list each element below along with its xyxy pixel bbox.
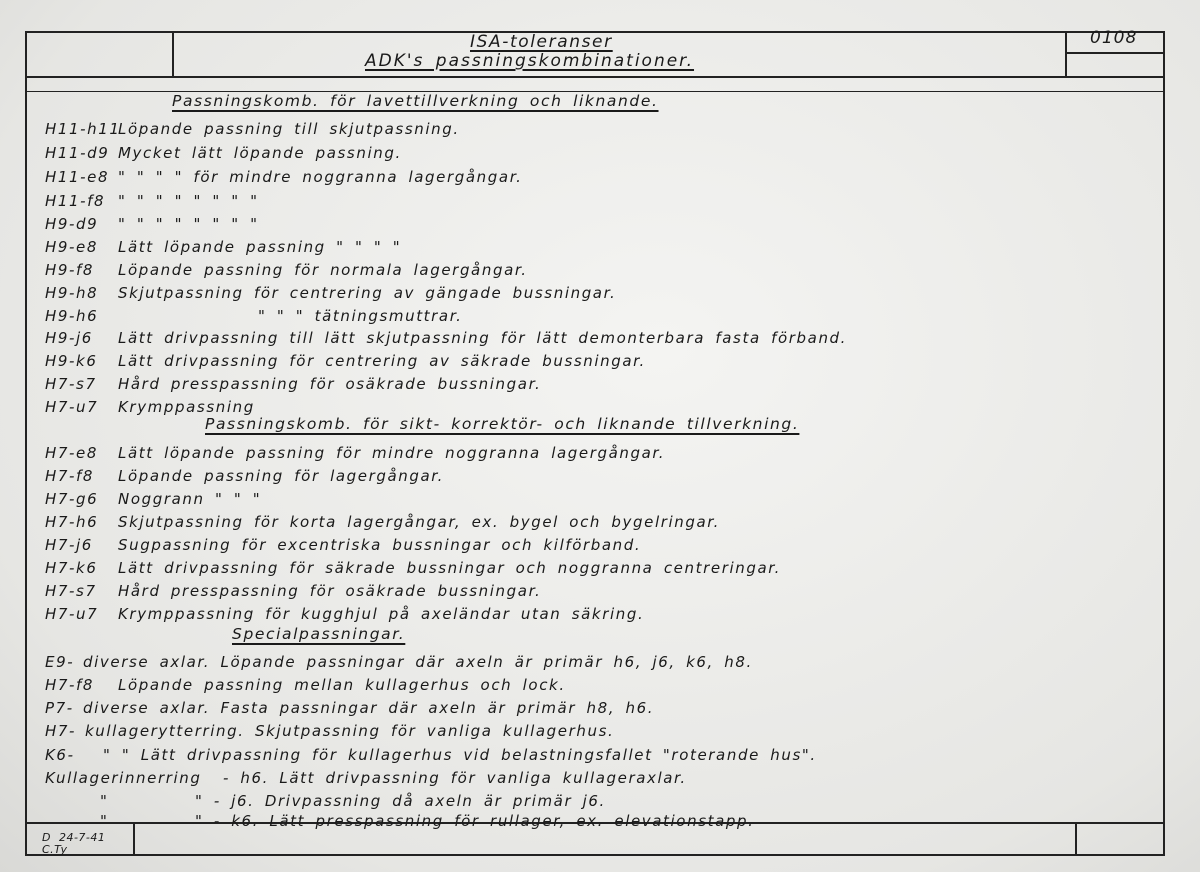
table-row — [45, 511, 721, 533]
fit-description: " " " " " " " " — [118, 192, 259, 210]
section-heading-lavett: Passningskomb. för lavettillverkning och liknande. — [172, 92, 659, 110]
fit-description: Löpande passning mellan kullagerhus och lock. — [118, 676, 566, 694]
fit-code: H7-k6 — [45, 559, 98, 577]
table-row — [45, 373, 542, 395]
table-row — [45, 190, 259, 212]
fit-description: Lätt drivpassning till lätt skjutpassning för lätt demonterbara fasta förband. — [118, 329, 848, 347]
signature: C.Ty — [42, 843, 68, 856]
table-row — [45, 557, 782, 579]
fit-description: Lätt löpande passning " " " " — [118, 238, 402, 256]
fit-description: " " " tätningsmuttrar. — [258, 307, 463, 325]
table-row — [45, 790, 606, 812]
fit-description: diverse axlar. Löpande passningar där axeln är primär h6, j6, k6, h8. — [83, 653, 753, 671]
fit-description: " " Lätt drivpassning för kullagerhus vid belastningsfallet "roterande hus". — [103, 746, 817, 764]
fit-code: H7- — [45, 722, 77, 740]
docnum-box-line — [1065, 52, 1165, 54]
fit-description: Sugpassning för excentriska bussningar och kilförband. — [118, 536, 642, 554]
fit-description: Löpande passning för normala lagergångar. — [118, 261, 528, 279]
fit-description: Löpande passning till skjutpassning. — [118, 120, 460, 138]
footer-left-divider — [133, 822, 135, 856]
fit-code: H7-j6 — [45, 536, 93, 554]
fit-code: H9-j6 — [45, 329, 93, 347]
fit-code: H7-s7 — [45, 375, 97, 393]
fit-code: H9-d9 — [45, 215, 99, 233]
fit-description: Mycket lätt löpande passning. — [118, 144, 402, 162]
table-row — [45, 810, 755, 832]
fit-code: H7-u7 — [45, 398, 99, 416]
fit-code: H7-h6 — [45, 513, 99, 531]
table-row — [45, 118, 460, 140]
fit-description: Lätt drivpassning för säkrade bussningar och noggranna centreringar. — [118, 559, 782, 577]
table-row — [45, 282, 617, 304]
fit-description: diverse axlar. Fasta passningar där axeln är primär h8, h6. — [83, 699, 655, 717]
fit-description: Krymppassning — [118, 398, 255, 416]
fit-code: H9-h8 — [45, 284, 99, 302]
fit-code: H7-f8 — [45, 676, 95, 694]
table-row — [45, 534, 642, 556]
fit-description: - h6. Lätt drivpassning för vanliga kullageraxlar. — [223, 769, 687, 787]
fit-code: " — [100, 792, 109, 810]
table-row — [45, 442, 666, 464]
fit-description: Löpande passning för lagergångar. — [118, 467, 445, 485]
fit-description: Krymppassning för kugghjul på axeländar utan säkring. — [118, 605, 645, 623]
fit-description: " - k6. Lätt presspassning för rullager, ex. elevationstapp. — [195, 812, 755, 830]
fit-description: kullagerytterring. Skjutpassning för vanliga kullagerhus. — [85, 722, 615, 740]
table-row — [45, 305, 463, 327]
fit-description: " - j6. Drivpassning då axeln är primär j6. — [195, 792, 606, 810]
fit-code: H11-f8 — [45, 192, 106, 210]
fit-description: Skjutpassning för centrering av gängade bussningar. — [118, 284, 617, 302]
table-row — [45, 580, 542, 602]
fit-description: Lätt löpande passning för mindre noggranna lagergångar. — [118, 444, 666, 462]
table-row — [45, 488, 262, 510]
date-text: D 24-7-41 — [42, 831, 106, 844]
fit-code: Kullagerinnerring — [45, 769, 202, 787]
fit-code: H7-e8 — [45, 444, 99, 462]
fit-description: Hård presspassning för osäkrade bussningar. — [118, 582, 542, 600]
section-heading-sikt: Passningskomb. för sikt- korrektör- och liknande tillverkning. — [205, 415, 800, 433]
table-row — [45, 767, 687, 789]
fit-code: H11-d9 — [45, 144, 110, 162]
section-heading-special: Specialpassningar. — [232, 625, 406, 643]
table-row — [45, 465, 445, 487]
fit-code: H7-u7 — [45, 605, 99, 623]
table-row — [45, 651, 753, 673]
fit-code: H7-f8 — [45, 467, 95, 485]
drawing-date — [42, 832, 105, 856]
table-row — [45, 697, 655, 719]
fit-description: Lätt drivpassning för centrering av säkrade bussningar. — [118, 352, 646, 370]
table-row — [45, 350, 646, 372]
fit-code: K6- — [45, 746, 75, 764]
fit-description: Hård presspassning för osäkrade bussningar. — [118, 375, 542, 393]
table-row — [45, 236, 402, 258]
table-row — [45, 396, 255, 418]
table-row — [45, 744, 817, 766]
fit-code: E9- — [45, 653, 75, 671]
fit-code: H9-k6 — [45, 352, 98, 370]
fit-description: " " " " " " " " — [118, 215, 259, 233]
fit-code: H9-f8 — [45, 261, 95, 279]
table-row — [45, 259, 528, 281]
fit-description: Noggrann " " " — [118, 490, 262, 508]
table-row — [45, 327, 848, 349]
fit-code: H11-h11 — [45, 120, 121, 138]
table-row — [45, 166, 523, 188]
fit-description: Skjutpassning för korta lagergångar, ex. bygel och bygelringar. — [118, 513, 721, 531]
title-block-bottom-line — [25, 76, 1165, 78]
document-number: 0108 — [1090, 28, 1138, 48]
table-row — [45, 720, 615, 742]
fit-code: H9-h6 — [45, 307, 99, 325]
table-row — [45, 213, 259, 235]
title-line-2: ADK's passningskombinationer. — [365, 51, 695, 71]
fit-description: " " " " för mindre noggranna lagergångar. — [118, 168, 523, 186]
title-line-1: ISA-toleranser — [470, 32, 613, 52]
fit-code: H7-s7 — [45, 582, 97, 600]
fit-code: H7-g6 — [45, 490, 99, 508]
table-row — [45, 603, 645, 625]
footer-right-divider — [1075, 822, 1077, 856]
fit-code: H11-e8 — [45, 168, 110, 186]
table-row — [45, 142, 402, 164]
table-row — [45, 674, 566, 696]
fit-code: P7- — [45, 699, 74, 717]
fit-code: " — [100, 812, 109, 830]
title-block-right-divider — [1065, 31, 1067, 77]
title-block-left-divider — [172, 31, 174, 77]
fit-code: H9-e8 — [45, 238, 99, 256]
